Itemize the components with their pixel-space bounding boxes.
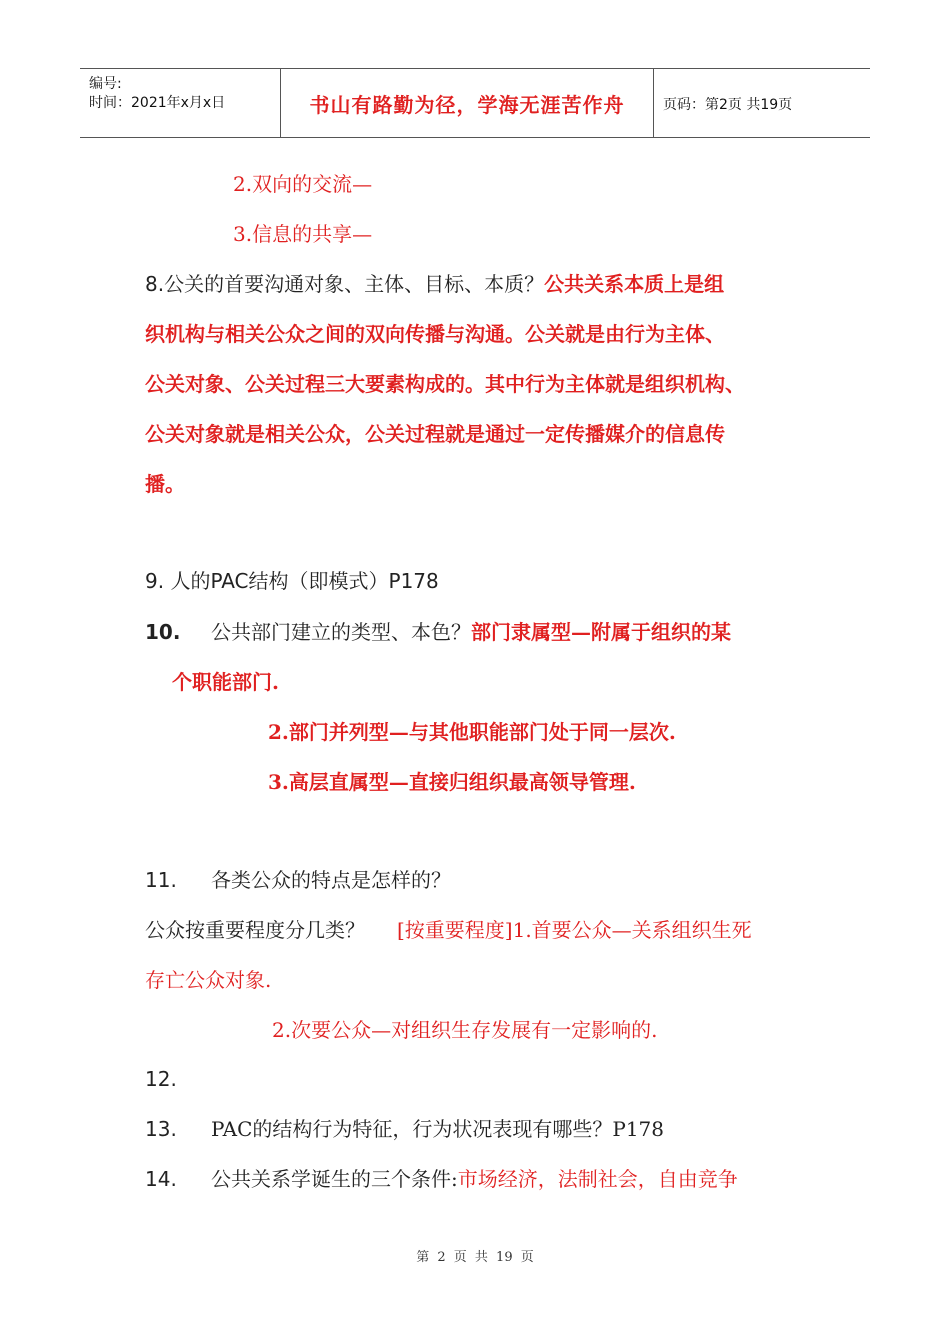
q8-answer-line: 织机构与相关公众之间的双向传播与沟通。公关就是由行为主体、	[145, 322, 725, 346]
q10-question: 公共部门建立的类型、本色？	[211, 620, 471, 644]
q10-answer-line: 3.高层直属型—直接归组织最高领导管理.	[268, 770, 636, 794]
q14-question: 公共关系学诞生的三个条件:	[211, 1167, 458, 1191]
question-11b	[145, 917, 752, 943]
header-cell-motto	[281, 69, 654, 137]
q11-question: 各类公众的特点是怎样的？	[211, 868, 451, 892]
number-label: 编号:	[89, 76, 122, 92]
q13-number: 13.	[145, 1117, 177, 1141]
q10-answer-line: 个职能部门.	[172, 670, 279, 694]
header-table	[80, 68, 870, 138]
q10-answer: 部门隶属型—附属于组织的某	[471, 620, 731, 644]
page-info: 页码：第2页 共19页	[663, 97, 793, 113]
q8-question: 公关的首要沟通对象、主体、目标、本质？	[164, 272, 545, 296]
list-item: 2.双向的交流—	[233, 172, 373, 196]
q14-answer: 市场经济，法制社会，自由竞争	[457, 1167, 738, 1191]
q11b-question: 公众按重要程度分几类？	[145, 918, 365, 942]
q8-answer-line: 公关对象、公关过程三大要素构成的。其中行为主体就是组织机构、	[145, 372, 745, 396]
q11b-answer-line: 2.次要公众—对组织生存发展有一定影响的.	[272, 1018, 658, 1042]
q11b-answer: [按重要程度]1.首要公众—关系组织生死	[397, 918, 752, 942]
question-13	[145, 1116, 664, 1142]
page-footer: 第 2 页 共 19 页	[416, 1250, 534, 1265]
question-14	[145, 1166, 738, 1192]
q14-number: 14.	[145, 1167, 177, 1191]
q8-answer-line: 公关对象就是相关公众，公关过程就是通过一定传播媒介的信息传	[145, 422, 725, 446]
q8-answer-line: 播。	[145, 472, 185, 496]
question-10	[145, 619, 731, 645]
time-label: 时间：2021年x月x日	[89, 95, 226, 111]
q11-number: 11.	[145, 868, 177, 892]
header-cell-page	[654, 69, 870, 137]
q13-question: PAC的结构行为特征，行为状况表现有哪些？P178	[211, 1117, 664, 1141]
q8-number: 8.	[145, 272, 165, 296]
question-8	[145, 271, 724, 297]
question-12: 12.	[145, 1067, 177, 1091]
motto: 书山有路勤为径，学海无涯苦作舟	[309, 93, 625, 117]
q11b-answer-line: 存亡公众对象.	[145, 968, 272, 992]
question-11	[145, 867, 451, 893]
q10-answer-line: 2.部门并列型—与其他职能部门处于同一层次.	[268, 720, 676, 744]
question-9: 9. 人的PAC结构（即模式）P178	[145, 569, 439, 593]
list-item: 3.信息的共享—	[233, 222, 373, 246]
q8-answer: 公共关系本质上是组	[544, 272, 725, 296]
header-cell-meta	[80, 69, 281, 137]
q10-number: 10.	[145, 620, 181, 644]
